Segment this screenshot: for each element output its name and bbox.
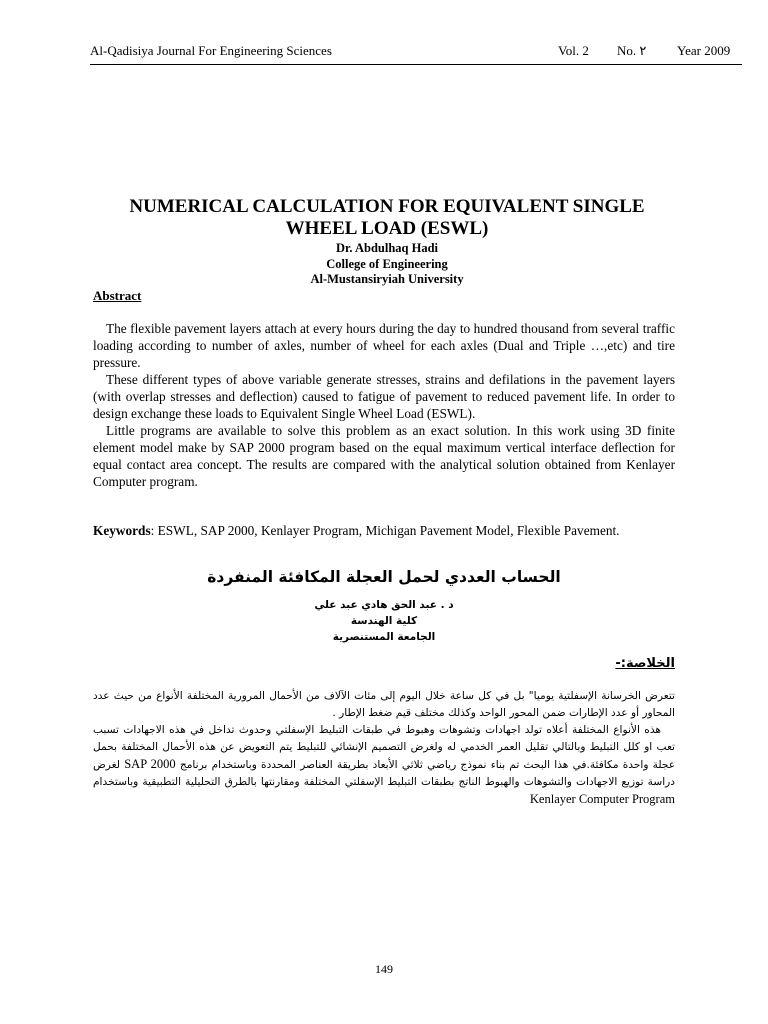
abstract-paragraph: The flexible pavement layers attach at every hours during the day to hundred thousand from several traffic loading according to number of axles, number of wheel for each axles (Dual and Triple …,etc) and tire pressure. [93,321,675,370]
running-header [90,42,742,60]
sap-program-name: SAP 2000 [124,757,176,771]
publication-year: Year 2009 [677,43,731,58]
journal-name: Al-Qadisiya Journal For Engineering Sciences [90,43,332,58]
author-block [93,241,681,288]
arabic-author-name: د . عبد الحق هادي عبد علي [314,599,454,611]
abstract-body [93,320,675,490]
arabic-paragraph-text: لغرض دراسة توزيع الاجهادات والتشوهات والهبوط الناتج بطبقات التبليط الإسفلتي المختلفة ومقارنتها بالطرق التحليلية التطبيقية وباستخدام [93,759,675,788]
arabic-title: الحساب العددي لحمل العجلة المكافئة المنفردة [207,568,561,586]
author-name: Dr. Abdulhaq Hadi [335,241,439,255]
volume-number: Vol. 2 [558,43,589,58]
arabic-college: كلية الهندسة [350,615,418,627]
abstract-paragraph: Little programs are available to solve this problem as an exact solution. In this work using 3D finite element model make by SAP 2000 program based on the equal maximum vertical interface deflection for equal contact area concept. The results are compared with the analytical solution obtained from Kenlayer Computer program. [93,423,675,489]
kenlayer-program-name: Kenlayer Computer Program [529,792,675,806]
arabic-paragraph-text: هذه الأنواع المختلفة أعلاه تولد اجهادات وتشوهات وهبوط في طبقات التبليط الإسفلتي وحدوث تداخل في هذه الاجهادات تسبب تعب او كلل التبليط وبالتالي تقليل العمر الخدمي له ولغرض التصميم الإنشائي للتبليط يتم التعويض عن هذه الأحمال المختلفة بحمل عجلة واحدة مكافئة.في هذا البحث تم بناء نموذج رياضي ثلاثي الأبعاد بطريقة العناصر المحددة وباستخدام برنامج [93,724,676,771]
arabic-paragraph [93,722,675,809]
arabic-university: الجامعة المستنصرية [332,631,436,643]
arabic-paragraph: تتعرض الخرسانة الإسفلتية يوميا" بل في كل ساعة خلال اليوم إلى مئات الآلاف من الأحمال المرورية المختلفة الأنواع من حيث عدد المحاور أو عدد الإطارات ضمن المحور الواحد وكذلك مختلف قيم ضغط الإطار . [93,690,675,719]
abstract-heading: Abstract [93,288,142,303]
keywords-label: Keywords [93,523,151,538]
page-number: 149 [375,962,393,976]
author-college: College of Engineering [326,256,448,271]
author-university: Al-Mustansiryiah University [310,272,464,286]
arabic-author-block [93,597,675,645]
abstract-paragraph: These different types of above variable generate stresses, strains and defilations in the pavement layers (with overlap stresses and deflection) caused to fatigue of pavement to reduced pavement life. In order to design exchange these loads to Equivalent Single Wheel Load (ESWL). [93,372,675,421]
paper-title: NUMERICAL CALCULATION FOR EQUIVALENT SINGLE WHEEL LOAD (ESWL) [129,196,645,239]
arabic-abstract-heading: الخلاصة:- [615,656,675,671]
keywords [93,522,675,540]
header-rule [90,64,742,65]
keywords-text: : ESWL, SAP 2000, Kenlayer Program, Michigan Pavement Model, Flexible Pavement. [150,523,620,538]
issue-number: No. ٢ [617,43,647,58]
arabic-abstract-body [93,688,675,809]
